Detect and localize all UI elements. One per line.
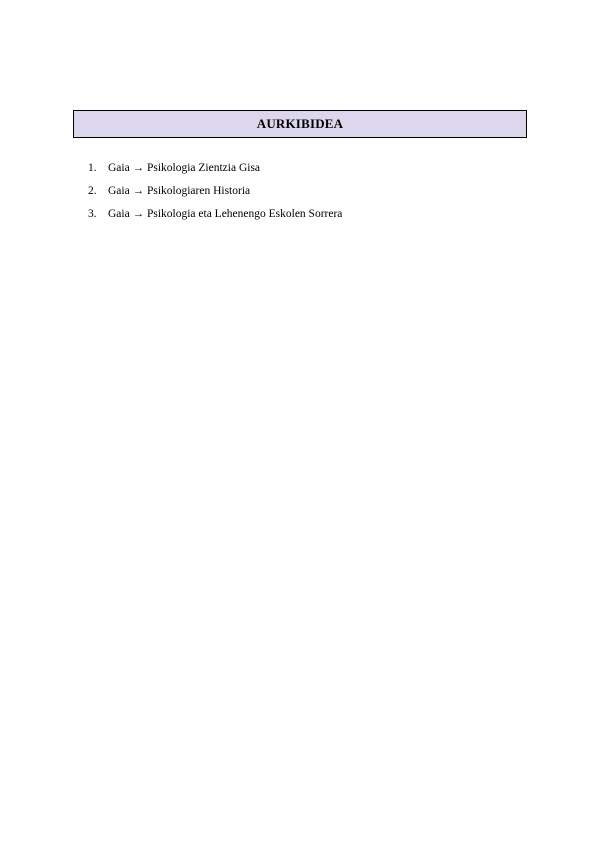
toc-item-text[interactable]: Gaia → Psikologia eta Lehenengo Eskolen Sorrera [108,208,343,220]
toc-item-text[interactable]: Gaia → Psikologia Zientzia Gisa [108,162,261,174]
toc-item-number: 1. [88,162,97,174]
toc-item-text[interactable]: Gaia → Psikologiaren Historia [108,185,251,197]
toc-item-number: 2. [88,185,97,197]
toc-list [88,162,342,231]
toc-item[interactable] [88,185,342,208]
toc-header-box [73,110,527,138]
toc-title: AURKIBIDEA [256,116,344,131]
toc-item[interactable] [88,208,342,231]
toc-item-number: 3. [88,208,97,220]
toc-item[interactable] [88,162,342,185]
